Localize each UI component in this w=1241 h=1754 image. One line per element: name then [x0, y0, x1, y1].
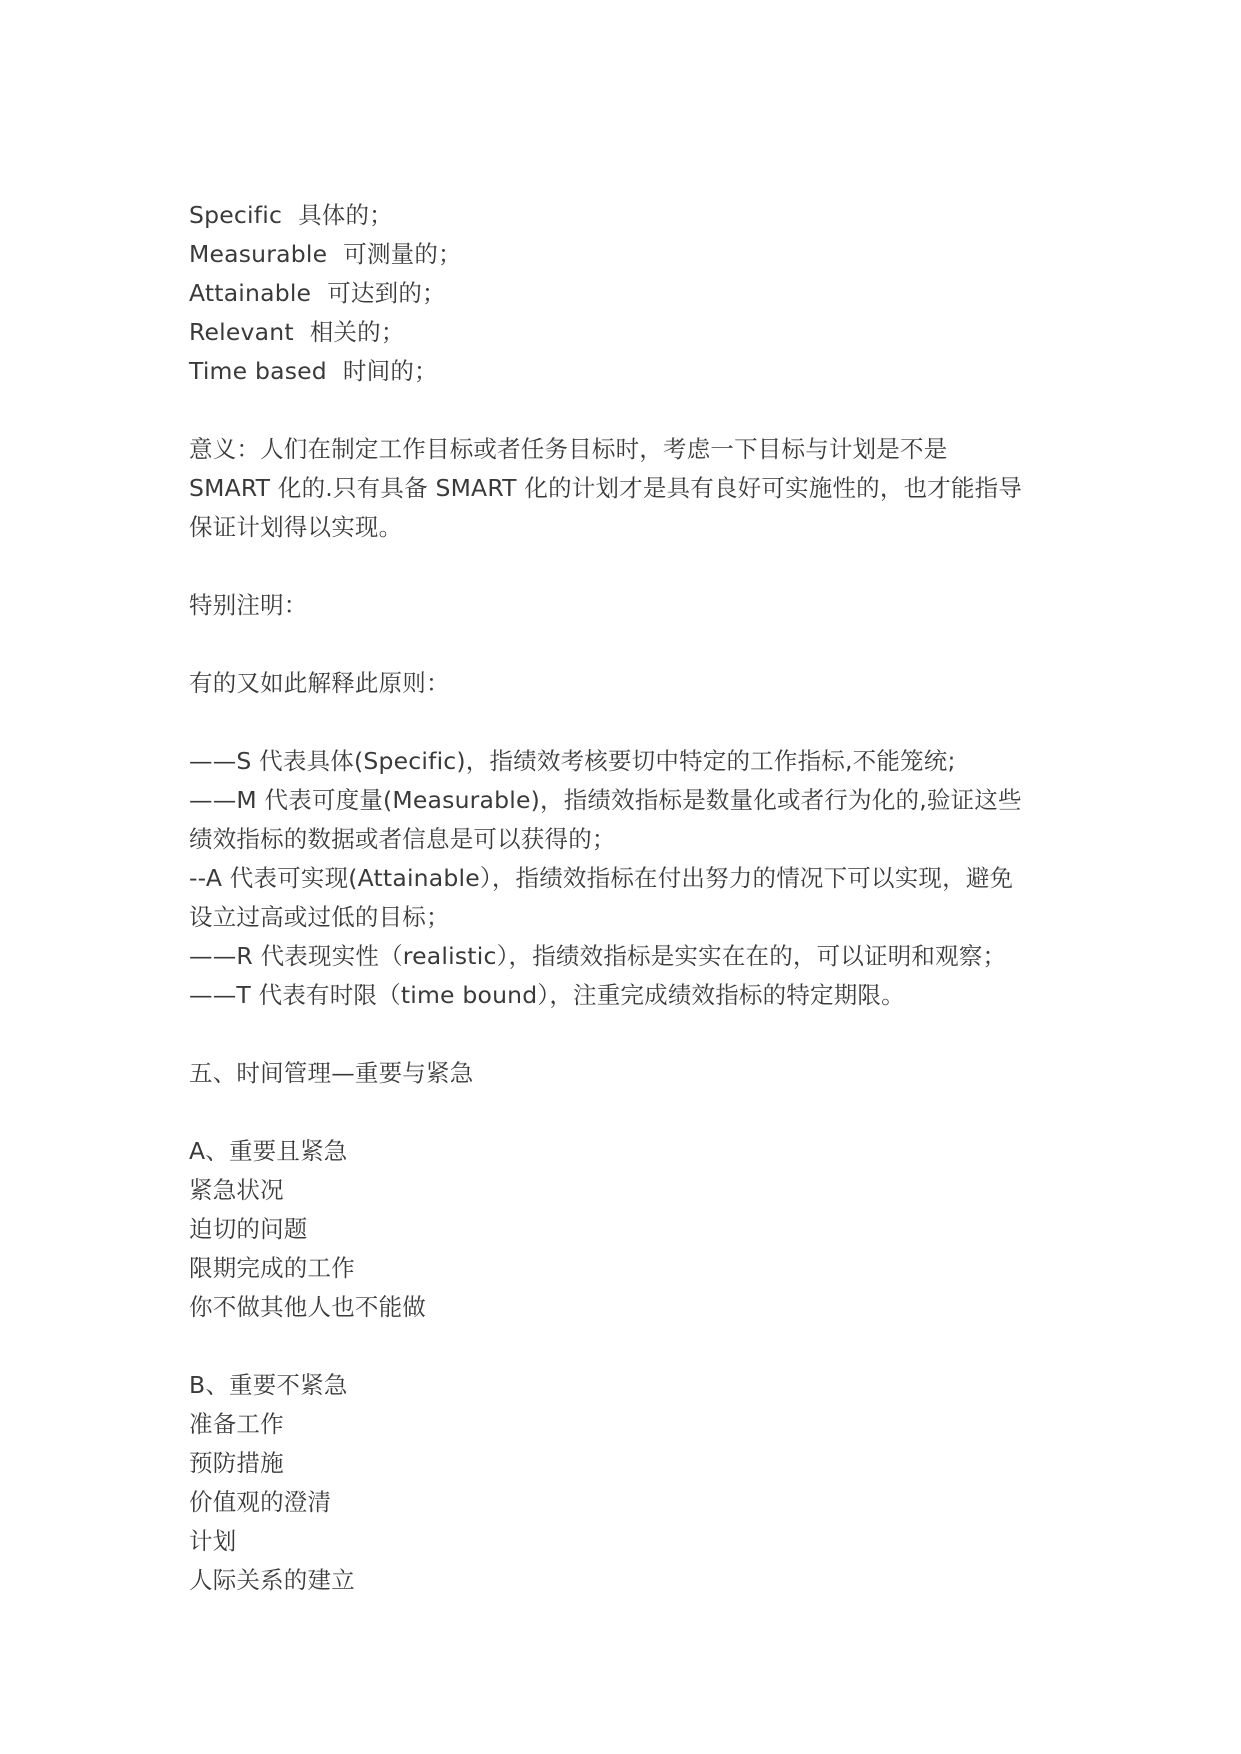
smart-term-specific [189, 196, 1069, 235]
spacer [189, 625, 1069, 664]
quadrant-b-item: 准备工作 [189, 1410, 284, 1438]
term-name: Measurable [189, 240, 328, 268]
quadrant-a-item: 迫切的问题 [189, 1215, 308, 1243]
document-content [189, 196, 1069, 1600]
quadrant-a-item: 紧急状况 [189, 1176, 284, 1204]
principle-line: 绩效指标的数据或者信息是可以获得的； [189, 825, 616, 853]
smart-term-time-based [189, 352, 1069, 391]
term-name: Time based [189, 357, 327, 385]
quadrant-b-title: B、重要不紧急 [189, 1371, 348, 1399]
quadrant-b-item: 价值观的澄清 [189, 1488, 332, 1516]
explain-intro: 有的又如此解释此原则： [189, 669, 450, 697]
principle-line: 设立过高或过低的目标； [189, 903, 450, 931]
smart-term-measurable [189, 235, 1069, 274]
meaning-paragraph-line: SMART 化的.只有具备 SMART 化的计划才是具有良好可实施性的，也才能指导 [189, 474, 1023, 502]
quadrant-b-item: 计划 [189, 1527, 237, 1555]
principle-line: ——S 代表具体(Specific)，指绩效考核要切中特定的工作指标,不能笼统; [189, 747, 956, 775]
term-name: Specific [189, 201, 283, 229]
meaning-paragraph-line: 意义：人们在制定工作目标或者任务目标时，考虑一下目标与计划是不是 [189, 435, 948, 463]
spacer [189, 1015, 1069, 1054]
term-meaning: 可达到的； [327, 279, 446, 307]
quadrant-b-item: 人际关系的建立 [189, 1566, 355, 1594]
section-heading: 五、时间管理—重要与紧急 [189, 1059, 474, 1087]
smart-term-relevant [189, 313, 1069, 352]
term-meaning: 相关的； [309, 318, 405, 346]
spacer [189, 703, 1069, 742]
quadrant-a-item: 限期完成的工作 [189, 1254, 355, 1282]
spacer [189, 1327, 1069, 1366]
quadrant-b-item: 预防措施 [189, 1449, 284, 1477]
term-name: Relevant [189, 318, 294, 346]
spacer [189, 1093, 1069, 1132]
smart-term-attainable [189, 274, 1069, 313]
spacer [189, 547, 1069, 586]
principle-line: ——M 代表可度量(Measurable)，指绩效指标是数量化或者行为化的,验证这些 [189, 786, 1022, 814]
meaning-paragraph-line: 保证计划得以实现。 [189, 513, 403, 541]
term-meaning: 时间的； [342, 357, 438, 385]
principle-line: ——R 代表现实性（realistic），指绩效指标是实实在在的，可以证明和观察； [189, 942, 1007, 970]
quadrant-a-title: A、重要且紧急 [189, 1137, 348, 1165]
principle-line: ——T 代表有时限（time bound），注重完成绩效指标的特定期限。 [189, 981, 905, 1009]
term-meaning: 可测量的； [343, 240, 462, 268]
term-name: Attainable [189, 279, 312, 307]
spacer [189, 391, 1069, 430]
term-meaning: 具体的； [298, 201, 393, 229]
special-note: 特别注明： [189, 591, 308, 619]
quadrant-a-item: 你不做其他人也不能做 [189, 1293, 426, 1321]
principle-line: --A 代表可实现(Attainable），指绩效指标在付出努力的情况下可以实现，避免 [189, 864, 1014, 892]
